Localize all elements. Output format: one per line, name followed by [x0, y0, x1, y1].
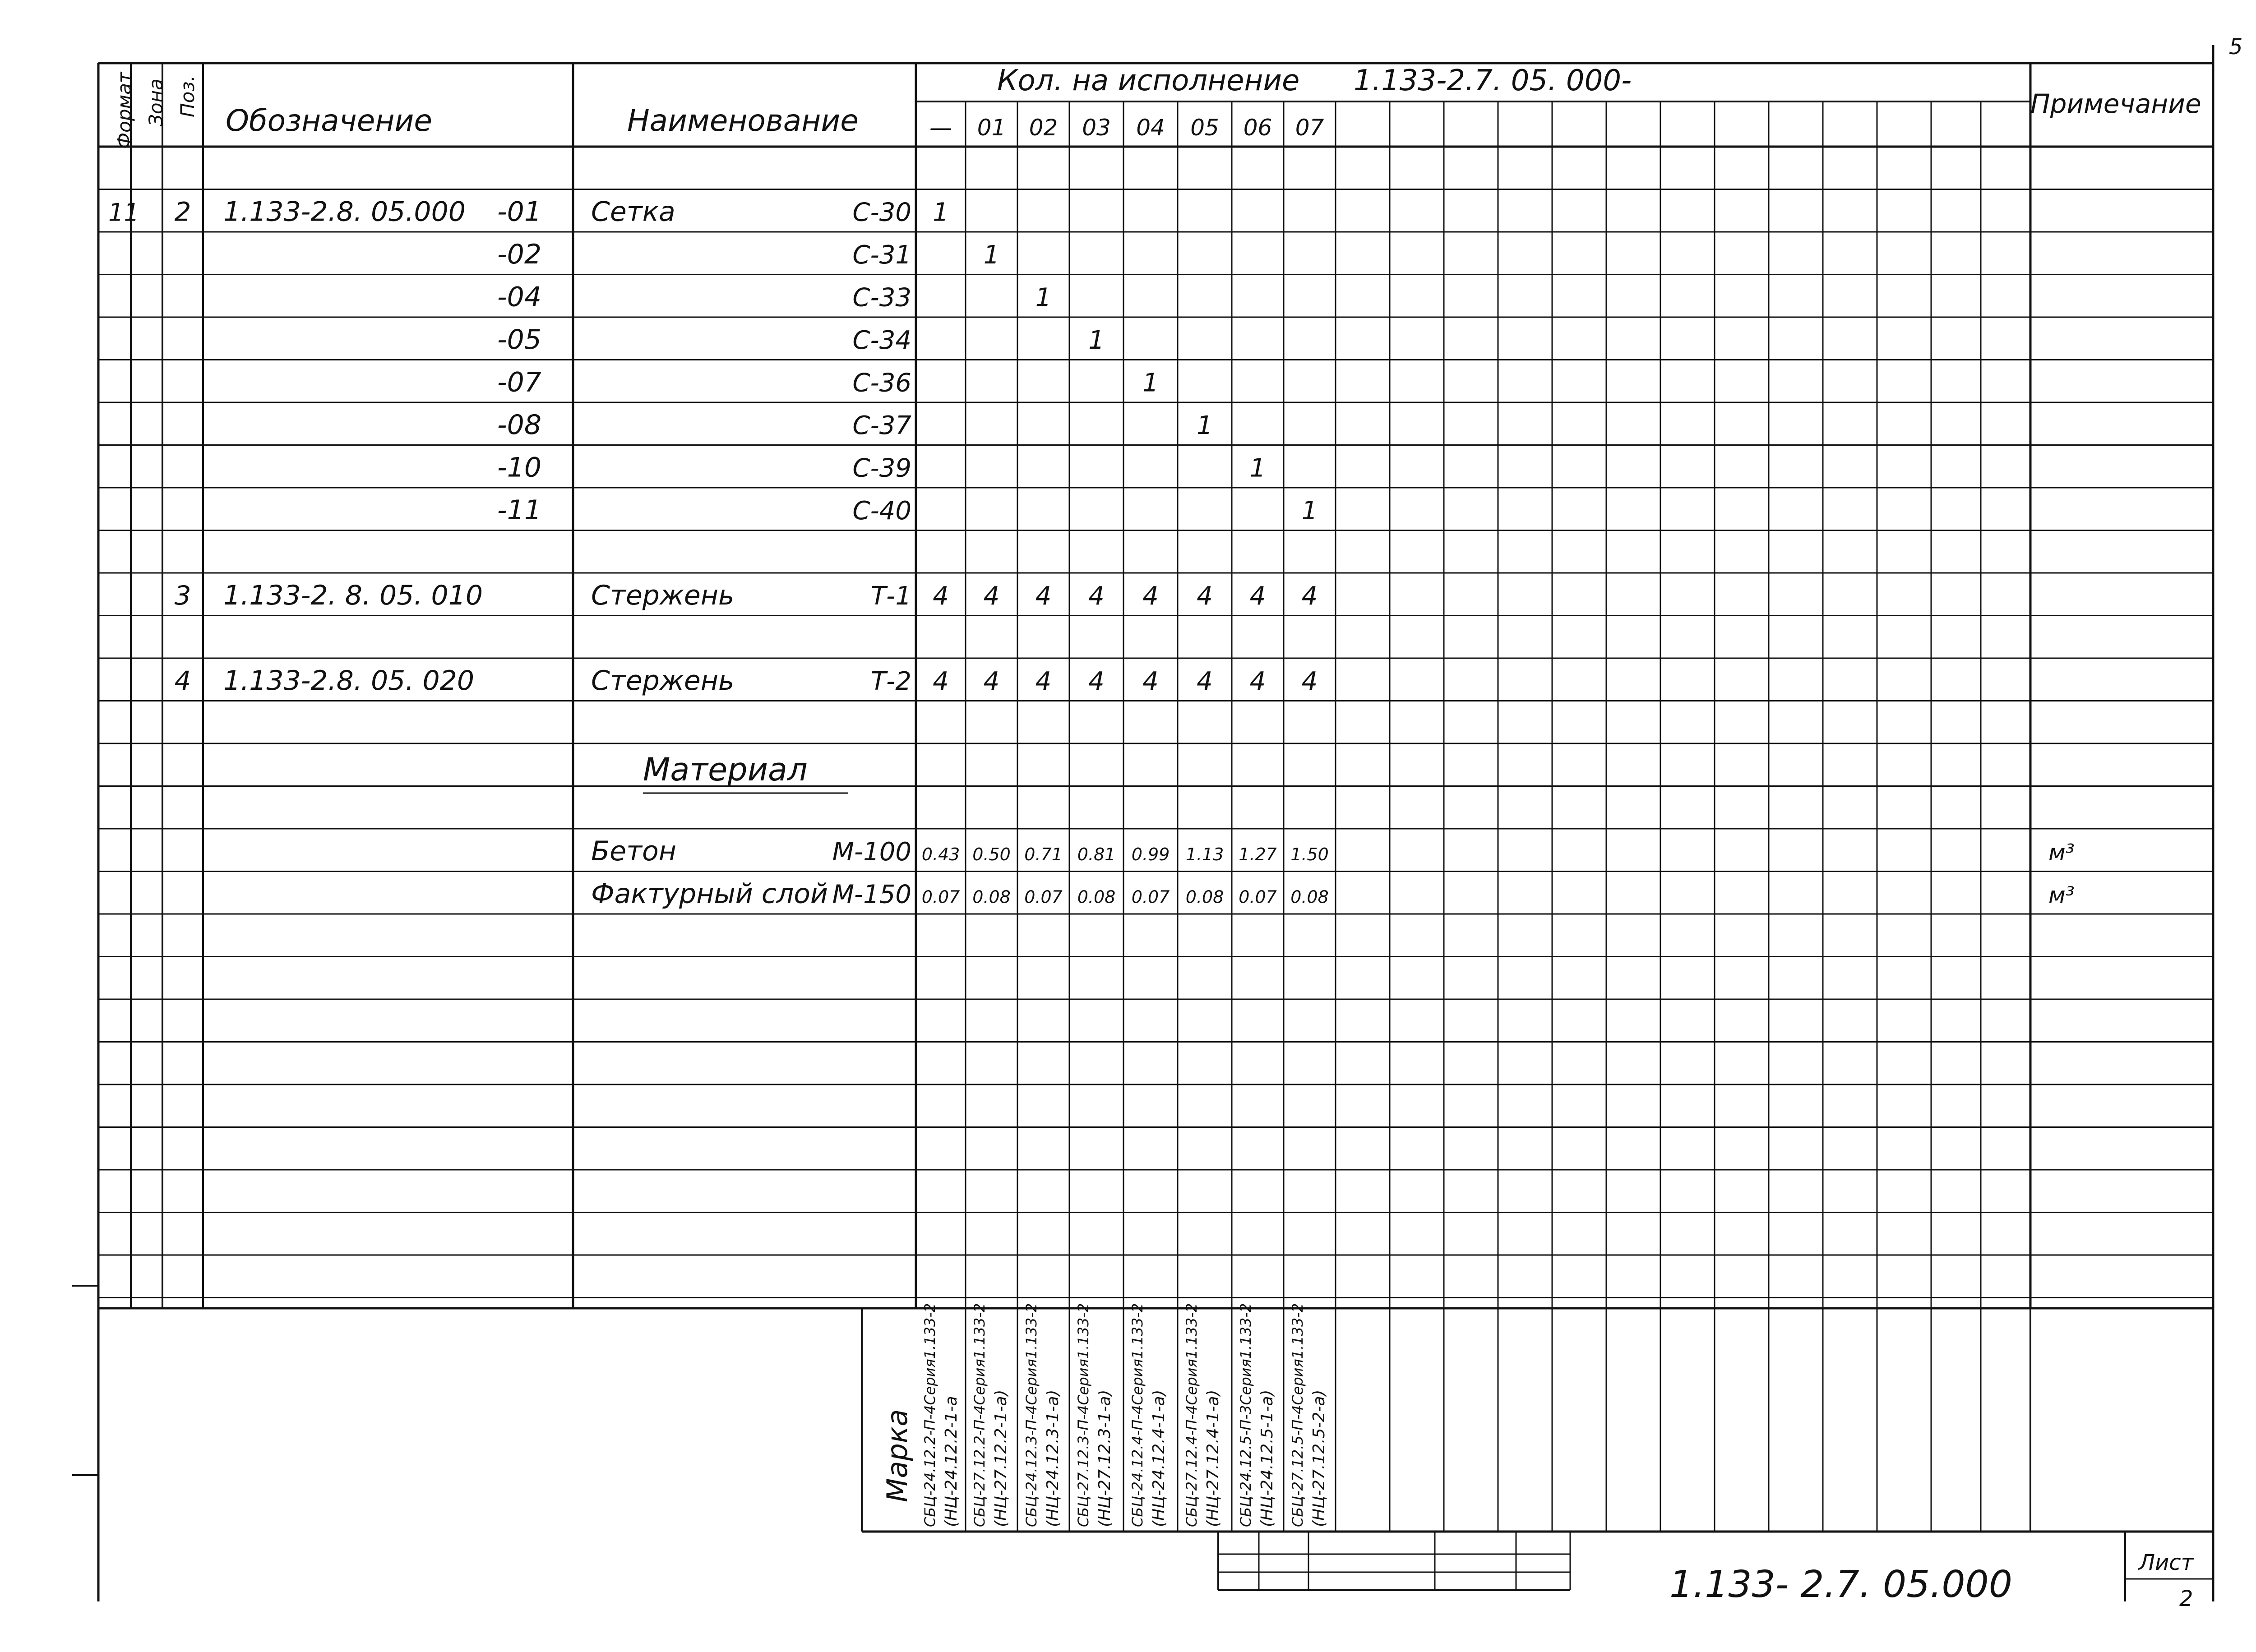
marka-line-2: (НЦ-24.12.3-1-а) — [1044, 1389, 1062, 1527]
marka-line-2: (НЦ-27.12.4-1-а) — [1204, 1389, 1222, 1527]
cell-qty: 4 — [983, 581, 1000, 611]
marka-label: Марка — [881, 1409, 914, 1502]
cell-name: Бетон — [591, 835, 676, 867]
marka-line-2: (НЦ-27.12.3-1-а) — [1096, 1389, 1114, 1527]
marka-line-1: СБЦ-27.12.2-П-4Серия1.133-2 — [971, 1303, 988, 1527]
variant-headers — [929, 115, 1324, 141]
spec-row — [497, 452, 1266, 484]
cell-qty: 4 — [1088, 667, 1105, 696]
cell-qty: 1.27 — [1239, 844, 1277, 864]
header-name: Наименование — [627, 103, 859, 138]
marka-line-2: (НЦ-27.12.2-1-а) — [992, 1389, 1010, 1527]
cell-note: м³ — [2048, 840, 2075, 866]
cell-mark: Т-1 — [870, 581, 911, 611]
marka-entry — [1183, 1303, 1222, 1527]
cell-qty: 4 — [1142, 667, 1159, 696]
marka-line-1: СБЦ-24.12.5-П-3Серия1.133-2 — [1237, 1303, 1254, 1527]
spec-row — [108, 196, 949, 228]
cell-suffix: -05 — [497, 324, 541, 355]
cell-qty: 0.08 — [972, 887, 1011, 907]
cell-pos: 4 — [174, 665, 191, 696]
spec-row — [591, 878, 2075, 910]
cell-qty: 4 — [983, 667, 1000, 696]
marka-entry — [1237, 1303, 1276, 1527]
cell-mark: М-150 — [832, 880, 911, 909]
marka-line-1: СБЦ-27.12.3-П-4Серия1.133-2 — [1075, 1303, 1092, 1527]
cell-qty: 4 — [933, 581, 949, 611]
cell-pos: 3 — [174, 580, 191, 611]
cell-qty: 4 — [1088, 581, 1105, 611]
cell-qty: 0.07 — [1024, 887, 1063, 907]
cell-qty: 4 — [1142, 581, 1159, 611]
spec-row — [175, 665, 1318, 697]
cell-qty: 1 — [1088, 326, 1105, 355]
cell-name: Стержень — [591, 580, 735, 611]
cell-qty: 0.08 — [1077, 887, 1116, 907]
cell-designation: 1.133-2.8. 05. 020 — [223, 665, 474, 697]
cell-suffix: -02 — [497, 239, 541, 270]
cell-qty: 4 — [933, 667, 949, 696]
variant-header: 01 — [977, 115, 1006, 141]
cell-mark: С-36 — [852, 368, 911, 398]
sheet-label: Лист — [2139, 1550, 2194, 1575]
cell-qty: 1 — [1142, 368, 1159, 398]
marka-entry — [1023, 1303, 1062, 1527]
spec-rows — [108, 196, 2075, 910]
cell-qty: 0.07 — [1131, 887, 1170, 907]
cell-suffix: -11 — [497, 494, 541, 526]
variant-header: — — [929, 115, 952, 141]
cell-qty: 4 — [1249, 581, 1266, 611]
cell-qty: 1 — [1035, 283, 1052, 313]
cell-qty: 1 — [1197, 411, 1213, 440]
header-designation: Обозначение — [226, 103, 432, 138]
cell-name: Стержень — [591, 665, 735, 697]
spec-row — [497, 494, 1318, 526]
cell-mark: Т-2 — [870, 667, 911, 696]
marka-line-2: (НЦ-27.12.5-2-а) — [1310, 1389, 1328, 1527]
marka-line-1: СБЦ-24.12.4-П-4Серия1.133-2 — [1129, 1303, 1146, 1527]
cell-qty: 1.13 — [1185, 844, 1224, 864]
header-qty-title: Кол. на исполнение — [997, 64, 1300, 97]
cell-mark: С-37 — [852, 411, 911, 440]
cell-suffix: -08 — [497, 409, 541, 441]
cell-qty: 0.43 — [921, 844, 960, 864]
marka-entry — [971, 1303, 1010, 1527]
marka-entry — [921, 1303, 961, 1527]
cell-qty: 1 — [983, 240, 1000, 270]
cell-qty: 0.99 — [1131, 844, 1170, 864]
cell-qty: 1 — [933, 198, 949, 227]
header-note: Примечание — [2030, 88, 2201, 119]
variant-header: 03 — [1082, 115, 1111, 141]
marka-entries — [921, 1303, 1328, 1527]
cell-designation: 1.133-2.8. 05.000 — [223, 196, 466, 228]
variant-header: 07 — [1295, 115, 1324, 141]
marka-line-1: СБЦ-27.12.4-П-4Серия1.133-2 — [1183, 1303, 1200, 1527]
spec-row — [497, 281, 1051, 313]
marka-line-1: СБЦ-24.12.2-П-4Серия1.133-2 — [921, 1303, 938, 1527]
spec-row — [591, 835, 2075, 867]
cell-mark: С-30 — [852, 198, 911, 227]
doc-number: 1.133- 2.7. 05.000 — [1669, 1563, 2012, 1606]
cell-qty: 1.50 — [1290, 844, 1329, 864]
cell-suffix: -07 — [497, 366, 541, 398]
header-format: Формат — [113, 72, 135, 149]
spec-row — [497, 409, 1213, 441]
cell-qty: 0.71 — [1024, 844, 1063, 864]
cell-qty: 0.08 — [1185, 887, 1224, 907]
spec-row — [497, 324, 1105, 355]
cell-mark: С-31 — [852, 240, 911, 270]
header-qty-doc: 1.133-2.7. 05. 000- — [1354, 64, 1632, 97]
cell-mark: М-100 — [832, 837, 911, 867]
marka-line-2: (НЦ-24.12.5-1-а) — [1258, 1389, 1276, 1527]
cell-qty: 4 — [1301, 581, 1318, 611]
cell-qty: 0.07 — [921, 887, 960, 907]
spec-row — [497, 367, 1159, 398]
cell-mark: С-40 — [852, 496, 911, 526]
marka-entry — [1075, 1303, 1114, 1527]
header-pos: Поз. — [176, 75, 199, 117]
cell-qty: 0.81 — [1077, 844, 1116, 864]
marka-entry — [1289, 1303, 1328, 1527]
cell-qty: 4 — [1197, 667, 1213, 696]
marka-line-2: (НЦ-24.12.4-1-а) — [1150, 1389, 1168, 1527]
cell-qty: 4 — [1301, 667, 1318, 696]
cell-name: Фактурный слой — [591, 878, 828, 910]
section-title-material: Материал — [643, 751, 808, 788]
variant-header: 06 — [1243, 115, 1272, 141]
cell-designation: 1.133-2. 8. 05. 010 — [223, 580, 483, 611]
cell-pos: 2 — [174, 196, 191, 227]
cell-qty: 1 — [1301, 496, 1318, 526]
cell-qty: 4 — [1197, 581, 1213, 611]
cell-name: Сетка — [591, 196, 675, 228]
cell-mark: С-39 — [852, 453, 911, 483]
sheet-value: 2 — [2179, 1586, 2193, 1611]
cell-mark: С-34 — [852, 326, 911, 355]
marka-line-1: СБЦ-27.12.5-П-4Серия1.133-2 — [1289, 1303, 1306, 1527]
cell-qty: 0.07 — [1239, 887, 1277, 907]
marka-line-1: СБЦ-24.12.3-П-4Серия1.133-2 — [1023, 1303, 1040, 1527]
cell-qty: 4 — [1035, 581, 1052, 611]
marka-line-2: (НЦ-24.12.2-1-а — [942, 1396, 961, 1527]
marka-entry — [1129, 1303, 1168, 1527]
header-zone: Зона — [145, 78, 167, 126]
cell-suffix: -10 — [497, 452, 541, 484]
variant-header: 04 — [1136, 115, 1165, 141]
cell-suffix: -04 — [497, 281, 541, 313]
cell-suffix: -01 — [497, 196, 541, 228]
cell-qty: 0.08 — [1290, 887, 1329, 907]
cell-format: 11 — [108, 198, 139, 227]
sheet-number: 5 — [2229, 34, 2243, 60]
cell-qty: 4 — [1249, 667, 1266, 696]
cell-qty: 1 — [1249, 453, 1266, 483]
cell-qty: 4 — [1035, 667, 1052, 696]
cell-qty: 0.50 — [972, 844, 1011, 864]
cell-note: м³ — [2048, 882, 2075, 909]
cell-mark: С-33 — [852, 283, 911, 313]
variant-header: 02 — [1029, 115, 1058, 141]
variant-header: 05 — [1190, 115, 1219, 141]
spec-row — [175, 580, 1318, 611]
